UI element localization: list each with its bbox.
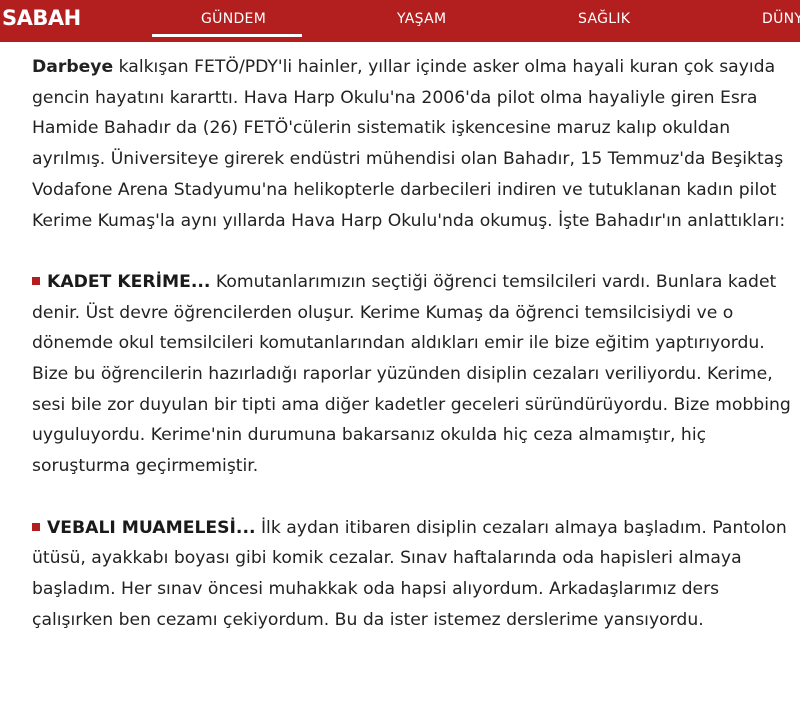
- article-body: [32, 52, 792, 635]
- nav-item-gundem[interactable]: GÜNDEM: [201, 11, 267, 27]
- intro-text: kalkışan FETÖ/PDY'li hainler, yıllar içinde asker olma hayali kuran çok sayıda gencin hayatını kararttı. Hava Harp Okulu'na 2006'da pilot olma hayaliyle giren Esra Hamide Bahadır da (26) FETÖ'cülerin sistematik işkencesine maruz kalıp okuldan ayrılmış. Üniversiteye girerek endüstri mühendisi olan Bahadır, 15 Temmuz'da Beşiktaş Vodafone Arena Stadyumu'na helikopterle darbecileri indiren ve tutuklanan kadın pilot Kerime Kumaş'la aynı yıllarda Hava Harp Okulu'nda okumuş. İşte Bahadır'ın anlattıkları:: [32, 57, 786, 231]
- section-paragraph: [32, 513, 792, 636]
- section-text: Komutanlarımızın seçtiği öğrenci temsilcileri vardı. Bunlara kadet denir. Üst devre öğrencilerden oluşur. Kerime Kumaş da öğrenci temsilcisiydi ve o dönemde okul temsilcileri komutanlarından aldıkları emir ile bize eğitim yaptırıyordu. Bize bu öğrencilerin hazırladığı raporlar yüzünden disiplin cezaları veriliyordu. Kerime, sesi bile zor duyulan bir tipti ama diğer kadetler geceleri süründürüyordu. Bize mobbing uyguluyordu. Kerime'nin durumuna bakarsanız okulda hiç ceza almamıştır, hiç soruşturma geçirmemiştir.: [32, 271, 791, 477]
- active-tab-indicator: [152, 34, 302, 37]
- section-heading: VEBALI MUAMELESİ...: [47, 517, 256, 538]
- nav-item-saglik[interactable]: SAĞLIK: [578, 11, 631, 27]
- section-text: İlk aydan itibaren disiplin cezaları almaya başladım. Pantolon ütüsü, ayakkabı boyası gibi komik cezalar. Sınav haftalarında oda hapisleri almaya başladım. Her sınav öncesi muhakkak oda hapsi alıyordum. Arkadaşlarımız ders çalışırken ben cezamı çekiyordum. Bu da ister istemez derslerime yansıyordu.: [32, 517, 787, 630]
- nav-item-yasam[interactable]: YAŞAM: [397, 11, 447, 27]
- intro-lead-word: Darbeye: [32, 57, 114, 77]
- section-paragraph: [32, 267, 792, 482]
- top-navigation-bar: [0, 0, 812, 42]
- sabah-logo[interactable]: SABAH: [2, 6, 81, 30]
- intro-paragraph: [32, 52, 792, 236]
- section-heading: KADET KERİME...: [47, 271, 211, 292]
- nav-item-dunya[interactable]: DÜNYA: [762, 11, 812, 27]
- bullet-square-icon: [32, 523, 40, 531]
- bullet-square-icon: [32, 277, 40, 285]
